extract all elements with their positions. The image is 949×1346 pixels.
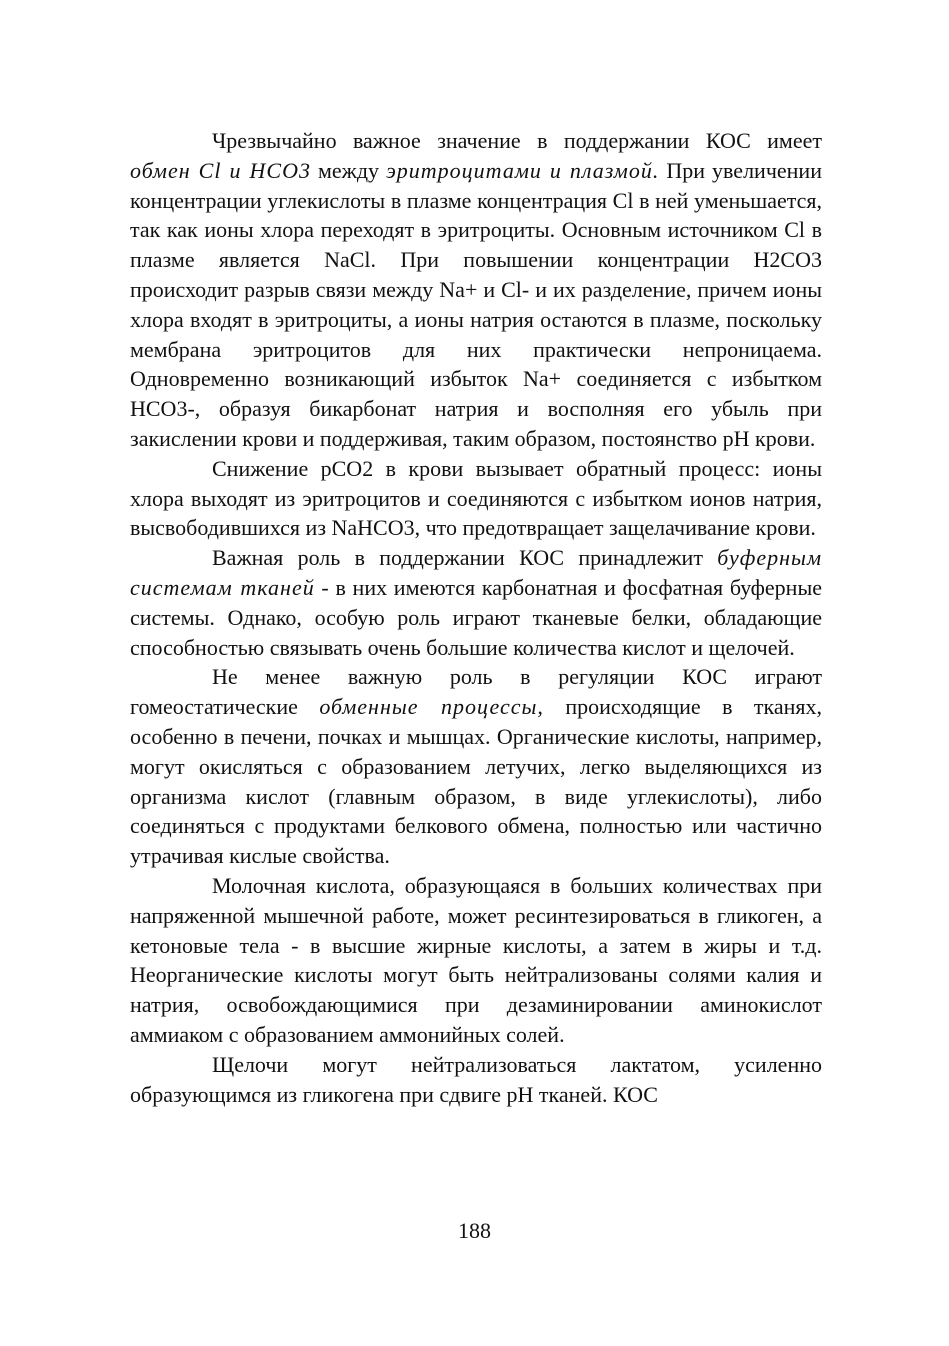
- text-run: - в них имеются карбонатная и фосфатная буферные системы. Однако, особую роль играют тканевые белки, обладающие способностью связывать очень большие количества кислот и щелочей.: [130, 574, 822, 660]
- paragraph-chloride-shift: [130, 126, 822, 454]
- text-run: Снижение pCO2 в крови вызывает обратный процесс: ионы хлора выходят из эритроцитов и соединяются с избытком ионов натрия, высвободившихся из NaHCO3, что предотвращает защелачивание крови.: [130, 455, 822, 541]
- italic-term: обмен Cl и HCO3: [130, 157, 311, 183]
- text-run: Молочная кислота, образующаяся в больших количествах при напряженной мышечной работе, может ресинтезироваться в гликоген, а кетоновые тела - в высшие жирные кислоты, а затем в жиры и т.д. Неорганические кислоты могут быть нейтрализованы солями калия и натрия, освобождающимися при дезаминировании аминокислот аммиаком с образованием аммонийных солей.: [130, 872, 822, 1047]
- text-run: Чрезвычайно важное значение в поддержании КОС имеет: [212, 128, 822, 153]
- paragraph-alkali-neutralization: [130, 1050, 822, 1110]
- text-run: Не менее важную роль в регуляции КОС играют гомеостатические: [130, 664, 822, 720]
- italic-term: буферным системам тканей: [130, 545, 822, 600]
- text-run: происходящие в тканях, особенно в печени, почках и мышцах. Органические кислоты, например, могут окисляться с образованием летучих, легко выделяющихся из организма кислот (главным образом, в виде углекислоты), либо соединяться с продуктами белкового обмена, полностью или частично утрачивая кислые свойства.: [130, 694, 823, 869]
- page-body: [130, 126, 822, 1109]
- page-number: 188: [458, 1218, 491, 1243]
- paragraph-pco2-decrease: [130, 454, 822, 543]
- italic-term: эритроцитами и плазмой.: [386, 157, 660, 183]
- text-run: Щелочи могут нейтрализоваться лактатом, усиленно образующимся из гликогена при сдвиге pH тканей. КОС: [130, 1051, 822, 1107]
- text-run: При увеличении концентрации углекислоты в плазме концентрация Cl в ней уменьшается, так как ионы хлора переходят в эритроциты. Основным источником Cl в плазме является NaCl. При повышении концентрации H2CO3 происходит разрыв связи между Na+ и Cl- и их разделение, причем ионы хлора входят в эритроциты, а ионы натрия остаются в плазме, поскольку мембрана эритроцитов для них практически непроницаема. Одновременно возникающий избыток Na+ соединяется с избытком HCO3-, образуя бикарбонат натрия и восполняя его убыль при закислении крови и поддерживая, таким образом, постоянство pH крови.: [130, 157, 822, 451]
- paragraph-lactic-acid: [130, 871, 822, 1050]
- text-run: между: [310, 157, 387, 183]
- paragraph-metabolic-processes: [130, 662, 822, 871]
- italic-term: обменные процессы,: [319, 694, 544, 720]
- text-run: Важная роль в поддержании КОС принадлежит: [212, 545, 718, 571]
- paragraph-tissue-buffers: [130, 543, 822, 662]
